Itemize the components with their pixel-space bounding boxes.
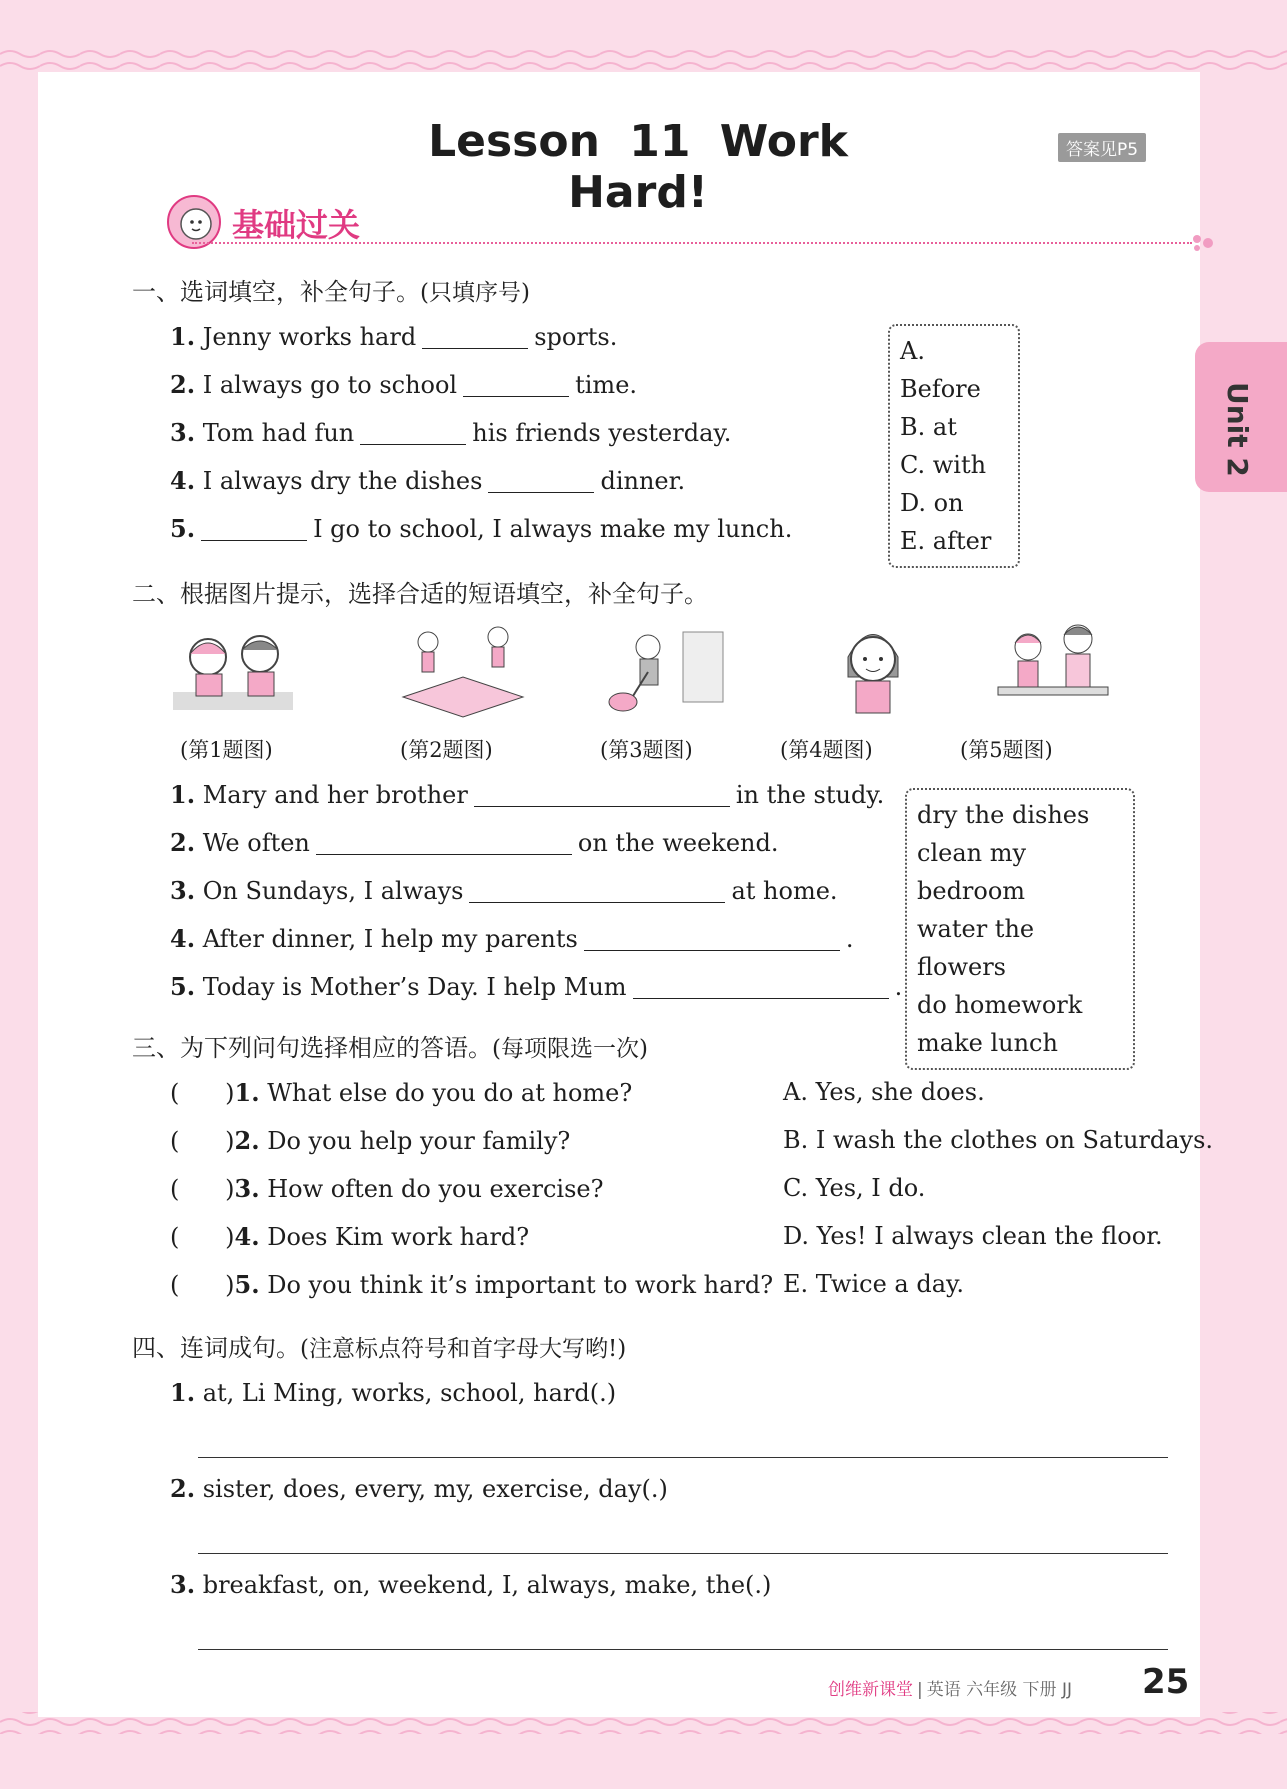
question-text: sports. bbox=[534, 323, 618, 351]
question-text: Jenny works hard bbox=[202, 323, 417, 351]
question-text: I always go to school bbox=[202, 371, 458, 399]
answer-bracket[interactable]: ( ) bbox=[170, 1127, 235, 1155]
answer-blank[interactable] bbox=[316, 832, 572, 855]
part2-question-2 bbox=[170, 828, 779, 857]
worksheet-page bbox=[38, 72, 1214, 1717]
picture-caption-1: (第1题图) bbox=[180, 738, 273, 762]
answer-bracket[interactable]: ( ) bbox=[170, 1223, 235, 1251]
question-text: at, Li Ming, works, school, hard(.) bbox=[202, 1379, 617, 1407]
word-option: D. on bbox=[900, 489, 964, 517]
part1-heading bbox=[132, 272, 530, 307]
part2-question-3 bbox=[170, 876, 838, 905]
cleaning-picture bbox=[603, 622, 733, 722]
question-text: Tom had fun bbox=[202, 419, 355, 447]
answer-bracket[interactable]: ( ) bbox=[170, 1175, 235, 1203]
girl-picture bbox=[808, 617, 938, 717]
answer-line-1[interactable] bbox=[198, 1457, 1168, 1458]
part2-question-4 bbox=[170, 924, 853, 953]
picture-caption-4: (第4题图) bbox=[780, 738, 873, 762]
part3-answer-c: C. Yes, I do. bbox=[783, 1174, 926, 1202]
unit-tab-label: Unit 2 bbox=[1221, 382, 1254, 477]
question-number: 2. bbox=[170, 1474, 196, 1503]
answer-blank[interactable] bbox=[360, 422, 466, 445]
flowers-picture bbox=[398, 622, 528, 722]
part1-question-4 bbox=[170, 466, 685, 495]
part1-heading-note: (只填序号) bbox=[420, 280, 530, 306]
part1-question-5 bbox=[170, 514, 792, 543]
part4-question-2 bbox=[170, 1474, 668, 1503]
question-number: 3. bbox=[170, 418, 196, 447]
question-text: Do you help your family? bbox=[267, 1127, 571, 1155]
page-number: 25 bbox=[1142, 1662, 1190, 1702]
question-text: Do you think it’s important to work hard? bbox=[267, 1271, 774, 1299]
question-text: sister, does, every, my, exercise, day(.) bbox=[202, 1475, 668, 1503]
picture-caption-5: (第5题图) bbox=[960, 738, 1053, 762]
part3-answer-b: B. I wash the clothes on Saturdays. bbox=[783, 1126, 1214, 1154]
phrase-option: do homework bbox=[917, 991, 1083, 1019]
question-text: . bbox=[845, 925, 854, 953]
question-text: in the study. bbox=[735, 781, 885, 809]
answer-blank[interactable] bbox=[488, 470, 594, 493]
answer-blank[interactable] bbox=[584, 928, 840, 951]
answer-blank[interactable] bbox=[463, 374, 569, 397]
word-option: E. after bbox=[900, 527, 992, 555]
part1-question-2 bbox=[170, 370, 637, 399]
question-text: Today is Mother’s Day. I help Mum bbox=[202, 973, 627, 1001]
question-number: 4. bbox=[170, 466, 196, 495]
part3-answer-e: E. Twice a day. bbox=[783, 1270, 965, 1298]
question-number: 4. bbox=[234, 1222, 260, 1251]
question-number: 1. bbox=[170, 780, 196, 809]
part1-heading-text: 一、选词填空，补全句子。 bbox=[132, 278, 420, 306]
question-text: On Sundays, I always bbox=[202, 877, 464, 905]
part4-heading-text: 四、连词成句。 bbox=[132, 1334, 300, 1362]
part2-question-1 bbox=[170, 780, 884, 809]
question-text: . bbox=[894, 973, 903, 1001]
part3-question-5 bbox=[170, 1270, 773, 1299]
question-text: Mary and her brother bbox=[202, 781, 468, 809]
phrase-option: dry the dishes bbox=[917, 801, 1090, 829]
part2-heading: 二、根据图片提示，选择合适的短语填空，补全句子。 bbox=[132, 580, 708, 608]
part3-heading-text: 三、为下列问句选择相应的答语。 bbox=[132, 1034, 492, 1062]
part3-question-2 bbox=[170, 1126, 570, 1155]
question-text: at home. bbox=[731, 877, 838, 905]
picture-caption-2: (第2题图) bbox=[400, 738, 493, 762]
part3-answer-a: A. Yes, she does. bbox=[783, 1078, 985, 1106]
phrase-option: clean my bedroom bbox=[917, 839, 1027, 905]
part3-question-3 bbox=[170, 1174, 603, 1203]
question-text: dinner. bbox=[600, 467, 686, 495]
word-option: C. with bbox=[900, 451, 987, 479]
question-number: 3. bbox=[234, 1174, 260, 1203]
part1-question-1 bbox=[170, 322, 617, 351]
part3-question-1 bbox=[170, 1078, 632, 1107]
question-text: I always dry the dishes bbox=[202, 467, 483, 495]
part1-word-bank bbox=[888, 324, 1020, 568]
part4-question-1 bbox=[170, 1378, 616, 1407]
picture-caption-3: (第3题图) bbox=[600, 738, 693, 762]
answer-blank[interactable] bbox=[422, 326, 528, 349]
lesson-title: Lesson 11 Work Hard! bbox=[428, 116, 848, 218]
word-option: B. at bbox=[900, 413, 957, 441]
answer-reference-badge: 答案见P5 bbox=[1058, 133, 1146, 162]
question-text: Does Kim work hard? bbox=[267, 1223, 530, 1251]
answer-bracket[interactable]: ( ) bbox=[170, 1271, 235, 1299]
footer-brand: 创维新课堂 bbox=[828, 1680, 913, 1700]
answer-blank[interactable] bbox=[201, 518, 307, 541]
unit-tab bbox=[1195, 342, 1287, 492]
part2-question-5 bbox=[170, 972, 902, 1001]
part4-question-3 bbox=[170, 1570, 771, 1599]
question-text: I go to school, I always make my lunch. bbox=[313, 515, 793, 543]
phrase-option: make lunch bbox=[917, 1029, 1058, 1057]
question-number: 2. bbox=[234, 1126, 260, 1155]
question-text: time. bbox=[575, 371, 638, 399]
question-number: 2. bbox=[170, 828, 196, 857]
dots-icon bbox=[1192, 234, 1216, 252]
question-text: What else do you do at home? bbox=[267, 1079, 633, 1107]
part3-heading-note: (每项限选一次) bbox=[492, 1036, 648, 1062]
answer-line-3[interactable] bbox=[198, 1649, 1168, 1650]
question-number: 3. bbox=[170, 876, 196, 905]
part2-phrase-bank bbox=[905, 788, 1135, 1070]
question-number: 1. bbox=[170, 1378, 196, 1407]
answer-line-2[interactable] bbox=[198, 1553, 1168, 1554]
question-text: After dinner, I help my parents bbox=[202, 925, 578, 953]
question-number: 5. bbox=[170, 514, 196, 543]
answer-blank[interactable] bbox=[474, 784, 730, 807]
question-number: 2. bbox=[170, 370, 196, 399]
answer-bracket[interactable]: ( ) bbox=[170, 1079, 235, 1107]
part4-heading-note: (注意标点符号和首字母大写哟!) bbox=[300, 1336, 627, 1362]
question-text: How often do you exercise? bbox=[267, 1175, 604, 1203]
question-text: We often bbox=[202, 829, 310, 857]
question-text: on the weekend. bbox=[577, 829, 779, 857]
part3-answer-d: D. Yes! I always clean the floor. bbox=[783, 1222, 1163, 1250]
question-text: breakfast, on, weekend, I, always, make, the(.) bbox=[202, 1571, 772, 1599]
homework-picture bbox=[168, 622, 298, 722]
phrase-option: water the flowers bbox=[917, 915, 1035, 981]
footer bbox=[828, 1675, 1072, 1700]
footer-info: 英语 六年级 下册 JJ bbox=[926, 1680, 1072, 1700]
part1-question-3 bbox=[170, 418, 731, 447]
section-title: 基础过关 bbox=[232, 206, 361, 244]
question-number: 3. bbox=[170, 1570, 196, 1599]
question-text: his friends yesterday. bbox=[472, 419, 732, 447]
dishes-picture bbox=[988, 617, 1118, 717]
section-divider bbox=[192, 242, 1192, 244]
question-number: 1. bbox=[170, 322, 196, 351]
answer-blank[interactable] bbox=[469, 880, 725, 903]
footer-separator: | bbox=[917, 1680, 923, 1700]
question-number: 4. bbox=[170, 924, 196, 953]
word-option: A. Before bbox=[900, 337, 981, 403]
question-number: 5. bbox=[170, 972, 196, 1001]
answer-blank[interactable] bbox=[633, 976, 889, 999]
question-number: 5. bbox=[234, 1270, 260, 1299]
part3-question-4 bbox=[170, 1222, 529, 1251]
section-header bbox=[132, 200, 1212, 244]
part4-heading bbox=[132, 1328, 626, 1363]
part3-heading bbox=[132, 1028, 648, 1063]
question-number: 1. bbox=[234, 1078, 260, 1107]
